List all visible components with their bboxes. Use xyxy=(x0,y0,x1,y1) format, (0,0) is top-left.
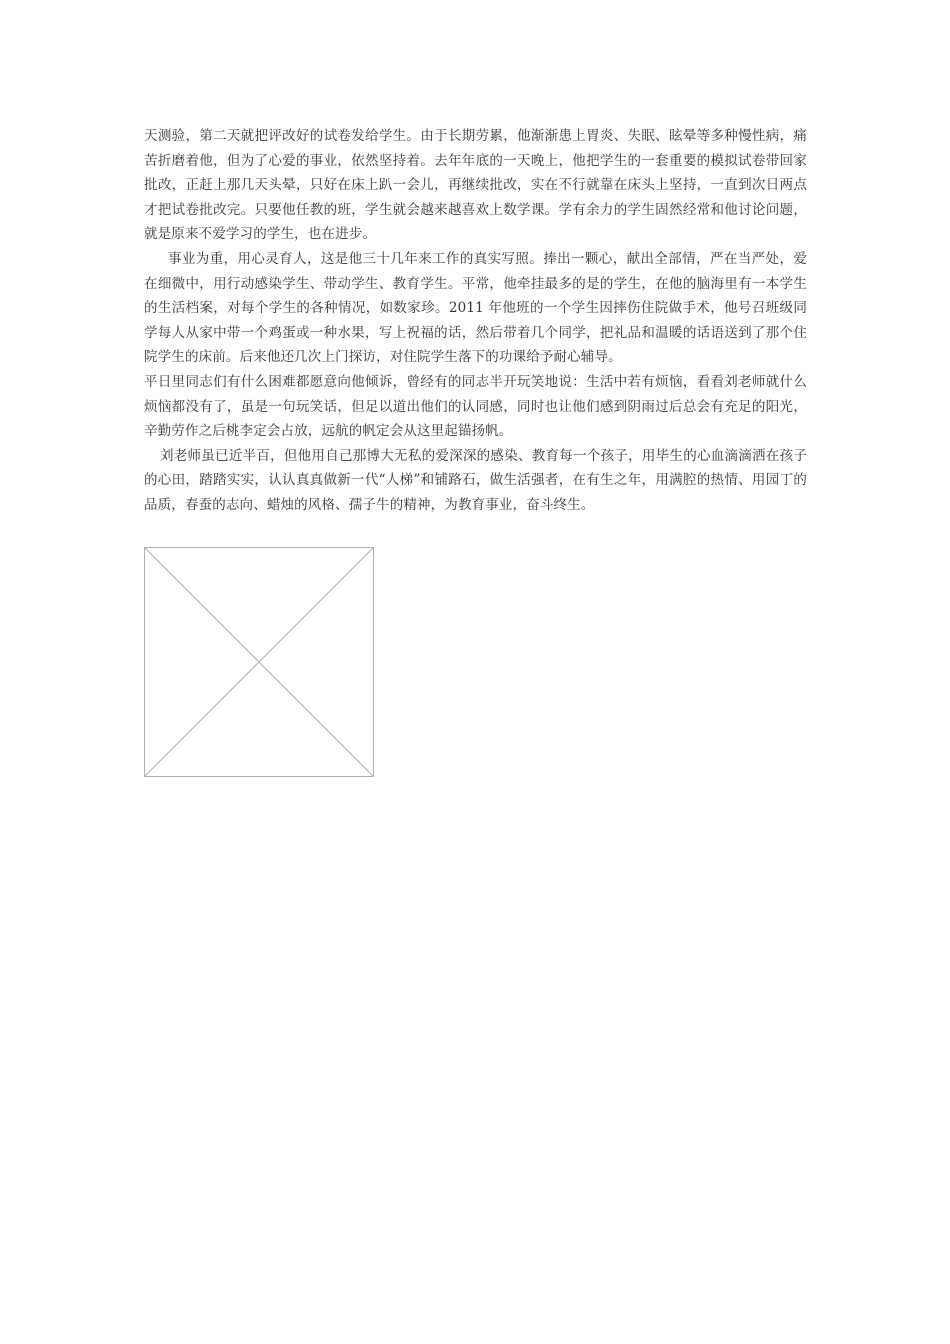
broken-image-placeholder-icon xyxy=(144,547,374,777)
document-body xyxy=(144,124,807,518)
image-placeholder xyxy=(144,547,374,777)
paragraph-1: 天测验，第二天就把评改好的试卷发给学生。由于长期劳累，他渐渐患上胃炎、失眠、眩晕等多种慢性病，痛苦折磨着他，但为了心爱的事业，依然坚持着。去年年底的一天晚上，他把学生的一套重要的模拟试卷带回家批改，正赶上那几天头晕，只好在床上趴一会儿，再继续批改，实在不行就靠在床头上坚持，一直到次日两点才把试卷批改完。只要他任教的班，学生就会越来越喜欢上数学课。学有余力的学生固然经常和他讨论问题，就是原来不爱学习的学生，也在进步。 xyxy=(144,128,807,243)
paragraph-4: 刘老师虽已近半百，但他用自己那博大无私的爱深深的感染、教育每一个孩子，用毕生的心血滴滴洒在孩子的心田，踏踏实实，认认真真做新一代“人梯”和铺路石，做生活强者，在有生之年，用满腔的热情、用园丁的品质，春蚕的志向、蜡烛的风格、孺子牛的精神，为教育事业，奋斗终生。 xyxy=(144,447,807,513)
paragraph-3: 平日里同志们有什么困难都愿意向他倾诉，曾经有的同志半开玩笑地说：生活中若有烦恼，看看刘老师就什么烦恼都没有了，虽是一句玩笑话，但足以道出他们的认同感，同时也让他们感到阴雨过后总会有充足的阳光，辛勤劳作之后桃李定会占放，远航的帆定会从这里起锚扬帆。 xyxy=(144,373,807,440)
paragraph-2: 事业为重，用心灵育人，这是他三十几年来工作的真实写照。捧出一颗心，献出全部情，严在当严处，爱在细微中，用行动感染学生、带动学生、教育学生。平常，他牵挂最多的是的学生，在他的脑海里有一本学生的生活档案，对每个学生的各种情况，如数家珍。2011 年他班的一个学生因摔伤住院做手术，他号召班级同学每人从家中带一个鸡蛋或一种水果，写上祝福的话，然后带着几个同学，把礼品和温暖的话语送到了那个住院学生的床前。后来他还几次上门探访，对住院学生落下的功课给予耐心辅导。 xyxy=(144,250,807,366)
